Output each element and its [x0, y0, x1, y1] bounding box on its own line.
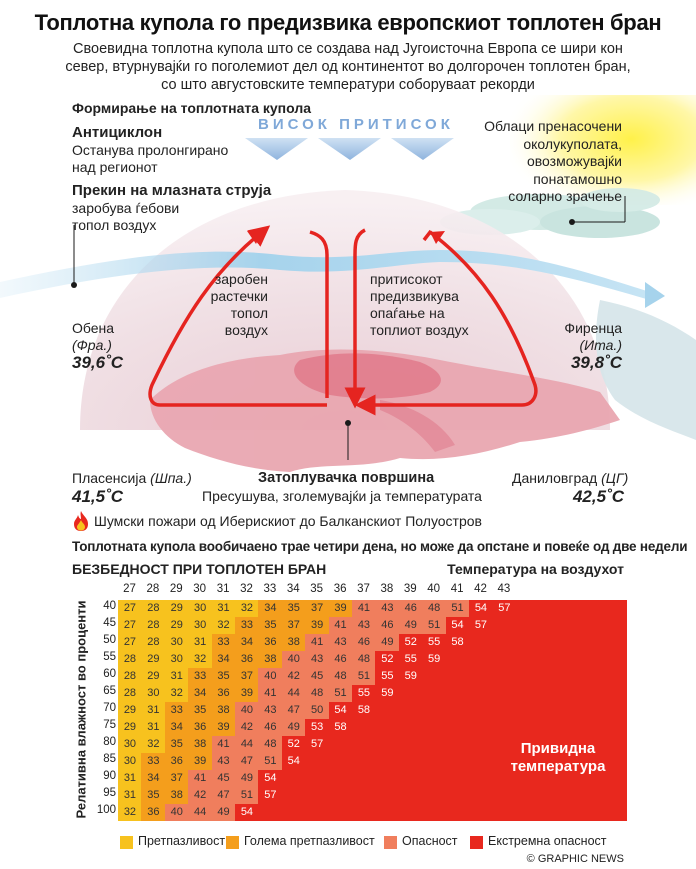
- temperature-column-header: 28: [146, 583, 160, 595]
- humidity-row-header: 50: [103, 634, 116, 646]
- heat-index-cell: 32: [235, 600, 259, 617]
- heat-index-cell: 29: [118, 702, 142, 719]
- temperature-column-header: 31: [216, 583, 230, 595]
- city-danilovgrad-name: [512, 470, 629, 487]
- temperature-column-header: 27: [123, 583, 136, 595]
- heat-index-cell: 51: [258, 753, 282, 770]
- anticyclone-text-2: над регионот: [72, 159, 158, 175]
- heat-index-cell: 38: [258, 651, 282, 668]
- heat-index-cell: 49: [282, 719, 306, 736]
- heat-index-cell: 43: [352, 617, 376, 634]
- heat-index-cell: 29: [165, 600, 189, 617]
- temperature-column-header: 32: [240, 583, 253, 595]
- heat-index-cell: 51: [329, 685, 353, 702]
- heat-index-cell: 28: [118, 651, 142, 668]
- heat-index-cell: 52: [282, 736, 306, 753]
- heat-index-cell: 32: [212, 617, 236, 634]
- pressure-text-1: притисокот: [370, 271, 443, 287]
- heat-index-cell: 34: [141, 770, 165, 787]
- heat-index-cell: 53: [305, 719, 329, 736]
- temperature-column-header: 35: [310, 583, 324, 595]
- heat-index-cell: 31: [141, 702, 165, 719]
- high-pressure-arrows: [245, 138, 454, 160]
- heat-index-cell: 33: [141, 753, 165, 770]
- heat-index-cell: 32: [141, 736, 165, 753]
- jet-stream-text-1: заробува ѓебови: [72, 200, 180, 216]
- heat-index-cell: 55: [422, 634, 446, 651]
- heat-index-cell: 30: [118, 753, 142, 770]
- temperature-column-header: 33: [263, 583, 277, 595]
- heat-index-cell: 37: [165, 770, 189, 787]
- heat-index-cell: 41: [212, 736, 236, 753]
- heat-index-cell: 30: [165, 651, 189, 668]
- heat-index-cell: 36: [235, 651, 259, 668]
- legend-danger-swatch: [384, 836, 397, 849]
- heat-index-cell: 32: [188, 651, 212, 668]
- heat-index-cell: 54: [282, 753, 306, 770]
- heat-index-cell: 41: [188, 770, 212, 787]
- heat-index-cell: 36: [188, 719, 212, 736]
- heat-index-cell: 31: [141, 719, 165, 736]
- apparent-temperature-label-2: температура: [510, 758, 606, 775]
- heat-index-cell: 34: [165, 719, 189, 736]
- heat-index-cell: 47: [235, 753, 259, 770]
- humidity-row-header: 90: [103, 770, 116, 782]
- heat-index-cell: 59: [375, 685, 399, 702]
- heat-index-cell: 40: [282, 651, 306, 668]
- city-danilovgrad-temp: 42,5˚C: [572, 487, 624, 506]
- temperature-column-header: 34: [286, 583, 300, 595]
- heat-index-cell: 31: [212, 600, 236, 617]
- temperature-column-header: 37: [357, 583, 370, 595]
- humidity-row-header: 75: [103, 719, 116, 731]
- heat-index-cell: 46: [352, 634, 376, 651]
- heat-index-cell: 54: [446, 617, 470, 634]
- heat-index-cell: 59: [422, 651, 446, 668]
- heat-index-cell: 33: [188, 668, 212, 685]
- heat-index-cell: 45: [212, 770, 236, 787]
- heat-index-cell: 57: [305, 736, 329, 753]
- page-title: Топлотна купола го предизвика европскиот топлотен бран: [34, 10, 662, 35]
- heat-index-cell: 57: [492, 600, 516, 617]
- page-subtitle: Своевидна топлотна купола што се создава над Југоисточна Европа се шири кон север, втурнувајќи го поголемиот дел од континентот во долгорочен топлотен бран, со што августовските температури соборуваат рекорди: [65, 41, 631, 93]
- heat-index-cell: 39: [188, 753, 212, 770]
- heat-index-cell: 38: [282, 634, 306, 651]
- jet-stream-text-2: топол воздух: [72, 217, 157, 233]
- heat-index-cell: 43: [212, 753, 236, 770]
- trapped-air-text: [196, 271, 268, 339]
- heat-index-cell: 41: [352, 600, 376, 617]
- heat-index-cell: 47: [282, 702, 306, 719]
- humidity-row-header: 65: [103, 685, 116, 697]
- heat-index-cell: 43: [329, 634, 353, 651]
- heat-index-cell: 33: [235, 617, 259, 634]
- heat-index-grid: [118, 600, 627, 821]
- heat-index-cell: 43: [375, 600, 399, 617]
- heat-index-cell: 46: [258, 719, 282, 736]
- heat-index-cell: 54: [235, 804, 259, 821]
- clouds-text-3: овозможувајќи: [526, 153, 622, 169]
- city-plasencia-temp: 41,5˚C: [72, 487, 124, 506]
- heat-index-cell: 42: [188, 787, 212, 804]
- heat-index-cell: 57: [469, 617, 493, 634]
- city-aubenas-country: (Фра.): [72, 337, 112, 353]
- heat-index-cell: 28: [141, 600, 165, 617]
- pressure-text: [370, 271, 510, 339]
- heat-index-cell: 35: [188, 702, 212, 719]
- trapped-air-text-3: топол: [230, 305, 268, 321]
- heat-index-cell: 44: [282, 685, 306, 702]
- humidity-axis-label: Релативна влажност во проценти: [73, 600, 89, 819]
- heat-index-cell: 29: [165, 617, 189, 634]
- heat-index-cell: 39: [235, 685, 259, 702]
- heat-index-cell: 30: [118, 736, 142, 753]
- heat-index-cell: 30: [188, 617, 212, 634]
- heat-index-cell: 33: [212, 634, 236, 651]
- heat-index-cell: 51: [352, 668, 376, 685]
- heat-index-cell: 48: [422, 600, 446, 617]
- temperature-column-header: 38: [380, 583, 394, 595]
- heat-index-cell: 59: [399, 668, 423, 685]
- heat-index-cell: 27: [118, 634, 142, 651]
- heat-index-cell: 41: [329, 617, 353, 634]
- clouds-text-4: понатамошно: [533, 170, 622, 187]
- heat-index-cell: 44: [235, 736, 259, 753]
- heat-index-cell: 49: [375, 634, 399, 651]
- heat-index-cell: 31: [188, 634, 212, 651]
- heat-index-cell: 35: [165, 736, 189, 753]
- pressure-text-4: топлиот воздух: [370, 322, 469, 338]
- clouds-text-1: Облаци пренасочени: [484, 118, 622, 134]
- legend-extreme-caution-swatch: [226, 836, 239, 849]
- heat-index-cell: 35: [282, 600, 306, 617]
- heat-index-cell: 48: [352, 651, 376, 668]
- fire-icon: [72, 510, 90, 532]
- heat-index-cell: 49: [235, 770, 259, 787]
- temperature-column-header: 41: [450, 583, 464, 595]
- pressure-text-3: опаѓање на: [370, 305, 445, 321]
- legend-extreme-caution-label: Голема претпазливост: [244, 834, 375, 848]
- heat-index-cell: 30: [141, 685, 165, 702]
- humidity-row-header: 60: [103, 668, 116, 680]
- heat-index-cell: 48: [305, 685, 329, 702]
- temperature-column-header: 29: [169, 583, 183, 595]
- heat-index-cell: 34: [235, 634, 259, 651]
- clouds-text-2: околукуполата,: [523, 135, 622, 152]
- heat-index-cell: 28: [141, 634, 165, 651]
- heat-index-cell: 35: [141, 787, 165, 804]
- temperature-column-header: 39: [403, 583, 417, 595]
- heat-index-cell: 49: [212, 804, 236, 821]
- heat-index-cell: 58: [352, 702, 376, 719]
- heat-index-cell: 34: [212, 651, 236, 668]
- dome-heading: Формирање на топлотната купола: [72, 100, 312, 116]
- heat-index-cell: 39: [329, 600, 353, 617]
- fires-text: Шумски пожари од Иберискиот до Балканскиот Полуостров: [94, 513, 482, 529]
- temperature-column-header: 43: [497, 583, 511, 595]
- heat-index-cell: 58: [329, 719, 353, 736]
- temperature-column-header: 42: [474, 583, 487, 595]
- heat-index-cell: 50: [305, 702, 329, 719]
- surface-title: Затоплувачка површина: [258, 470, 435, 486]
- city-plasencia-label: Пласенсија: [72, 470, 147, 486]
- heat-index-cell: 35: [212, 668, 236, 685]
- humidity-row-header: 55: [103, 651, 116, 663]
- legend-danger-label: Опасност: [402, 834, 458, 848]
- trapped-air-text-4: воздух: [224, 322, 268, 338]
- heat-index-cell: 49: [399, 617, 423, 634]
- heat-index-cell: 35: [258, 617, 282, 634]
- heat-index-cell: 48: [329, 668, 353, 685]
- heat-index-cell: 34: [188, 685, 212, 702]
- heat-index-cell: 39: [212, 719, 236, 736]
- heat-index-cell: 33: [165, 702, 189, 719]
- heat-index-cell: 27: [118, 617, 142, 634]
- heat-index-cell: 57: [258, 787, 282, 804]
- heat-index-cell: 46: [375, 617, 399, 634]
- heat-index-cell: 58: [446, 634, 470, 651]
- heat-index-cell: 32: [118, 804, 142, 821]
- humidity-row-header: 45: [103, 617, 116, 629]
- heat-index-cell: 28: [141, 617, 165, 634]
- heat-index-cell: 55: [375, 668, 399, 685]
- high-pressure-label: ВИСОК ПРИТИСОК: [258, 116, 454, 133]
- apparent-temperature-label-1: Привидна: [520, 740, 596, 757]
- heat-index-cell: 54: [469, 600, 493, 617]
- heat-index-cell: 28: [118, 685, 142, 702]
- heat-index-cell: 51: [422, 617, 446, 634]
- heat-index-cell: 38: [165, 787, 189, 804]
- city-florence-name: Фиренца: [564, 320, 622, 336]
- humidity-row-header: 40: [103, 600, 116, 612]
- city-florence-country: (Ита.): [579, 337, 622, 353]
- heat-index-cell: 43: [258, 702, 282, 719]
- humidity-row-header: 70: [103, 702, 116, 714]
- dome-duration-note: Топлотната купола вообичаено трае четири дена, но може да опстане и повеќе од две недели: [72, 539, 688, 554]
- heat-index-cell: 43: [305, 651, 329, 668]
- surface-text: Пресушува, зголемувајќи ја температурата: [202, 488, 482, 504]
- heat-index-cell: 54: [258, 770, 282, 787]
- anticyclone-text-1: Останува пролонгирано: [72, 142, 229, 158]
- heat-index-cell: 34: [258, 600, 282, 617]
- heat-index-cell: 31: [165, 668, 189, 685]
- heat-index-cell: 28: [118, 668, 142, 685]
- legend-extreme-danger-label: Екстремна опасност: [488, 834, 607, 848]
- heat-index-cell: 42: [235, 719, 259, 736]
- apparent-temperature-label: [500, 740, 616, 776]
- heat-index-cell: 30: [188, 600, 212, 617]
- trapped-air-text-1: заробен: [214, 271, 268, 287]
- heat-index-cell: 29: [118, 719, 142, 736]
- heat-index-cell: 29: [141, 651, 165, 668]
- heat-index-cell: 40: [165, 804, 189, 821]
- heat-index-cell: 54: [329, 702, 353, 719]
- city-aubenas-name: Обена: [72, 320, 115, 336]
- heat-index-cell: 42: [282, 668, 306, 685]
- heat-index-cell: 40: [258, 668, 282, 685]
- heat-index-cell: 31: [118, 787, 142, 804]
- trapped-air-text-2: растечки: [210, 288, 268, 304]
- jet-stream-title: Прекин на млазната струја: [72, 182, 272, 199]
- heat-index-cell: 44: [188, 804, 212, 821]
- city-aubenas-temp: 39,6˚C: [72, 353, 124, 372]
- legend-extreme-danger-swatch: [470, 836, 483, 849]
- credit: © GRAPHIC NEWS: [526, 853, 624, 865]
- heat-index-cell: 46: [399, 600, 423, 617]
- heat-index-cell: 32: [165, 685, 189, 702]
- temperature-column-header: 40: [427, 583, 441, 595]
- temp-axis-label: Температура на воздухот: [447, 561, 624, 577]
- heat-index-cell: 36: [258, 634, 282, 651]
- heat-index-cell: 41: [258, 685, 282, 702]
- heat-index-cell: 36: [141, 804, 165, 821]
- heat-index-cell: 27: [118, 600, 142, 617]
- legend-caution-swatch: [120, 836, 133, 849]
- heat-index-cell: 40: [235, 702, 259, 719]
- heat-index-cell: 55: [352, 685, 376, 702]
- legend-caution-label: Претпазливост: [138, 834, 226, 848]
- heat-index-cell: 41: [305, 634, 329, 651]
- anticyclone-title: Антициклон: [72, 124, 163, 141]
- heat-index-cell: 30: [165, 634, 189, 651]
- heat-index-cell: 48: [258, 736, 282, 753]
- clouds-text: [450, 118, 622, 206]
- heat-index-cell: 38: [188, 736, 212, 753]
- heat-index-cell: 55: [399, 651, 423, 668]
- heat-index-cell: 47: [212, 787, 236, 804]
- pressure-text-2: предизвикува: [370, 288, 459, 304]
- heat-index-cell: 37: [235, 668, 259, 685]
- city-plasencia-country: (Шпа.): [150, 470, 192, 486]
- table-title: БЕЗБЕДНОСТ ПРИ ТОПЛОТЕН БРАН: [72, 561, 327, 577]
- heat-index-cell: 38: [212, 702, 236, 719]
- city-danilovgrad-label: Даниловград: [512, 470, 598, 486]
- heat-index-cell: 52: [375, 651, 399, 668]
- humidity-row-header: 100: [96, 804, 116, 816]
- temperature-column-header: 36: [333, 583, 347, 595]
- heat-index-cell: 39: [305, 617, 329, 634]
- heat-index-cell: 36: [165, 753, 189, 770]
- heat-index-cell: 37: [305, 600, 329, 617]
- heat-index-cell: 36: [212, 685, 236, 702]
- heat-index-cell: 31: [118, 770, 142, 787]
- clouds-text-5: соларно зрачење: [508, 188, 622, 204]
- heat-index-cell: 45: [305, 668, 329, 685]
- city-danilovgrad-country: (ЦГ): [601, 470, 629, 486]
- heat-index-cell: 46: [329, 651, 353, 668]
- city-florence-temp: 39,8˚C: [570, 353, 622, 372]
- heat-index-cell: 51: [235, 787, 259, 804]
- heat-index-cell: 52: [399, 634, 423, 651]
- heat-index-cell: 37: [282, 617, 306, 634]
- temperature-column-header: 30: [193, 583, 207, 595]
- heat-index-cell: 29: [141, 668, 165, 685]
- humidity-row-header: 80: [103, 736, 116, 748]
- humidity-row-header: 85: [103, 753, 116, 765]
- city-plasencia-name: [72, 470, 192, 487]
- heat-index-cell: 51: [446, 600, 470, 617]
- humidity-row-header: 95: [103, 787, 116, 799]
